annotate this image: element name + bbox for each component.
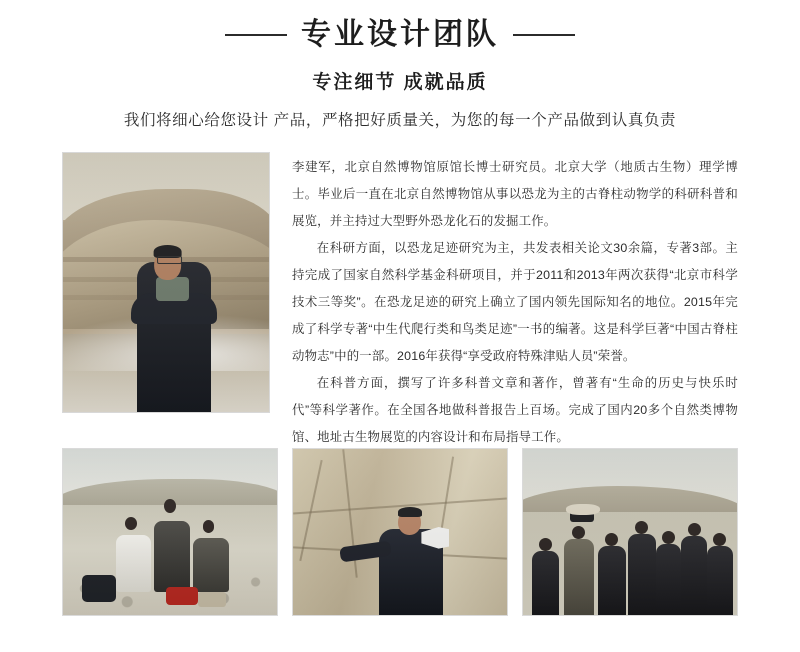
group-illustration [523,449,737,615]
portrait-photo [62,152,270,413]
figure-right [187,519,234,592]
biography-text [292,152,738,451]
bio-paragraph-1: 李建军，北京自然博物馆原馆长博士研究员。北京大学（地质古生物）理学博士。毕业后一直在北京自然博物馆从事以恐龙为主的古脊柱动物学的科研科普和展览，并主持过大型野外恐龙化石的发掘工作。 [292,160,738,229]
red-bag-prop [166,587,198,605]
bio-paragraph-3: 在科普方面，撰写了许多科普文章和著作，曾著有“生命的历史与快乐时代”等科学著作。在全国各地做科普报告上百场。完成了国内20多个自然类博物馆、地址古生物展览的内容设计和布局指导工作。 [292,376,738,445]
sun-hat-prop [566,504,600,516]
case-prop [198,592,226,607]
page-tagline: 我们将细心给您设计 产品，严格把好质量关，为您的每一个产品做到认真负责 [123,112,677,129]
title-rule-left [225,34,287,36]
page-subtitle: 专注细节 成就品质 [312,72,488,93]
fieldwork-illustration [63,449,277,615]
page-header [0,0,800,130]
title-rule-right [513,34,575,36]
profile-section [0,152,800,451]
bio-paragraph-2: 在科研方面，以恐龙足迹研究为主，共发表相关论文30余篇，专著3部。主持完成了国家自然科学基金科研项目，并于2011和2013年两次获得“北京市科学技术三等奖”。在恐龙足迹的研究上确立了国内领先国际知名的地位。2015年完成了科学专著“中生代爬行类和鸟类足迹”一书的编著。这是科学巨著“中国古脊柱动物志”中的一部。2016年获得“享受政府特殊津贴人员”荣誉。 [292,241,738,364]
gallery-photo-1 [62,448,278,616]
portrait-illustration [63,153,269,412]
backpack-prop [82,575,116,602]
crowd-group [523,492,737,615]
gallery-photo-2 [292,448,508,616]
gallery-photo-3 [522,448,738,616]
photo-gallery [62,448,738,616]
rockwall-illustration [293,449,507,615]
page-title: 专业设计团队 [301,18,499,51]
title-row [0,18,800,51]
